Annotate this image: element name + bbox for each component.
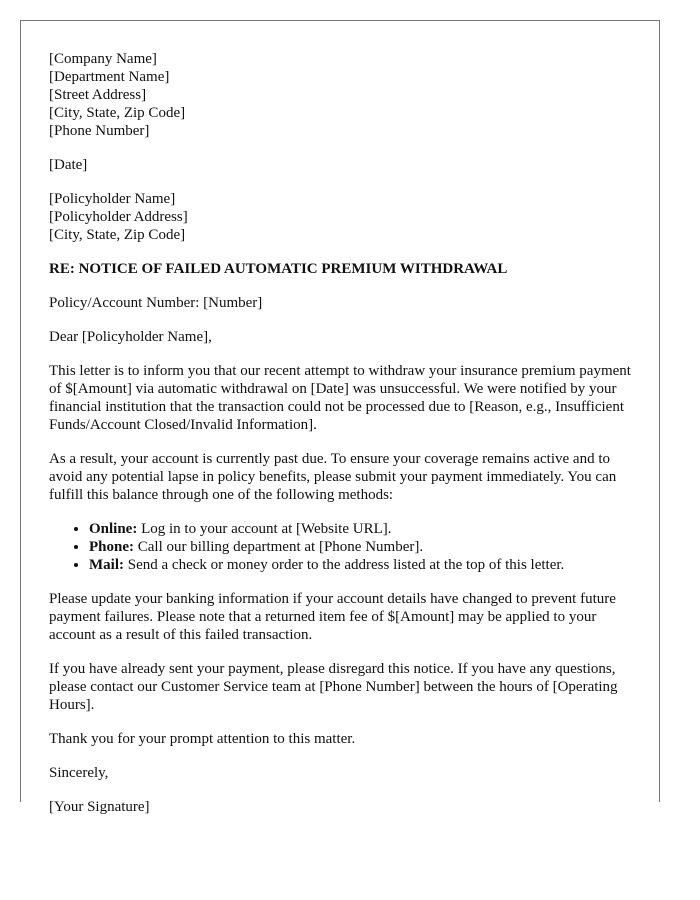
sender-department: [Department Name] <box>49 69 170 85</box>
body-paragraph-5: Thank you for your prompt attention to this matter. <box>49 731 356 747</box>
sender-phone: [Phone Number] <box>49 123 150 139</box>
method-text: Call our billing department at [Phone Number]. <box>134 539 424 555</box>
sender-street: [Street Address] <box>49 87 147 103</box>
policy-number: Policy/Account Number: [Number] <box>49 295 263 311</box>
letter-page <box>20 20 660 815</box>
body-paragraph-1: This letter is to inform you that our recent attempt to withdraw your insurance premium payment of $[Amount] via automatic withdrawal on [Date] was unsuccessful. We were notified by your financial institution that the transaction could not be processed due to [Reason, e.g., Insufficient Funds/Account Closed/Invalid Information]. <box>49 363 631 433</box>
sender-city-state-zip: [City, State, Zip Code] <box>49 105 186 121</box>
recipient-address: [Policyholder Address] <box>49 209 188 225</box>
method-text: Log in to your account at [Website URL]. <box>137 521 392 537</box>
list-item-phone <box>89 538 639 556</box>
letter-date: [Date] <box>49 157 88 173</box>
list-item-online <box>89 520 639 538</box>
method-label: Mail: <box>89 557 124 573</box>
sender-company: [Company Name] <box>49 51 157 67</box>
method-label: Online: <box>89 521 138 537</box>
letter-content <box>49 50 639 832</box>
recipient-block <box>49 190 639 244</box>
method-label: Phone: <box>89 539 134 555</box>
body-paragraph-2: As a result, your account is currently past due. To ensure your coverage remains active and to avoid any potential lapse in policy benefits, please submit your payment immediately. You can fulfill this balance through one of the following methods: <box>49 451 617 503</box>
closing: Sincerely, <box>49 765 109 781</box>
recipient-name: [Policyholder Name] <box>49 191 176 207</box>
salutation: Dear [Policyholder Name], <box>49 329 212 345</box>
subject-line: RE: NOTICE OF FAILED AUTOMATIC PREMIUM WITHDRAWAL <box>49 261 508 277</box>
body-paragraph-3: Please update your banking information if your account details have changed to prevent future payment failures. Please note that a returned item fee of $[Amount] may be applied to your account as a result of this failed transaction. <box>49 591 616 643</box>
body-paragraph-4: If you have already sent your payment, please disregard this notice. If you have any questions, please contact our Customer Service team at [Phone Number] between the hours of [Operating Hours]. <box>49 661 618 713</box>
method-text: Send a check or money order to the address listed at the top of this letter. <box>124 557 565 573</box>
list-item-mail <box>89 556 639 574</box>
sender-block <box>49 50 639 140</box>
date-block <box>49 156 639 174</box>
recipient-city-state-zip: [City, State, Zip Code] <box>49 227 186 243</box>
payment-methods-list <box>49 520 639 574</box>
signature: [Your Signature] <box>49 799 150 815</box>
